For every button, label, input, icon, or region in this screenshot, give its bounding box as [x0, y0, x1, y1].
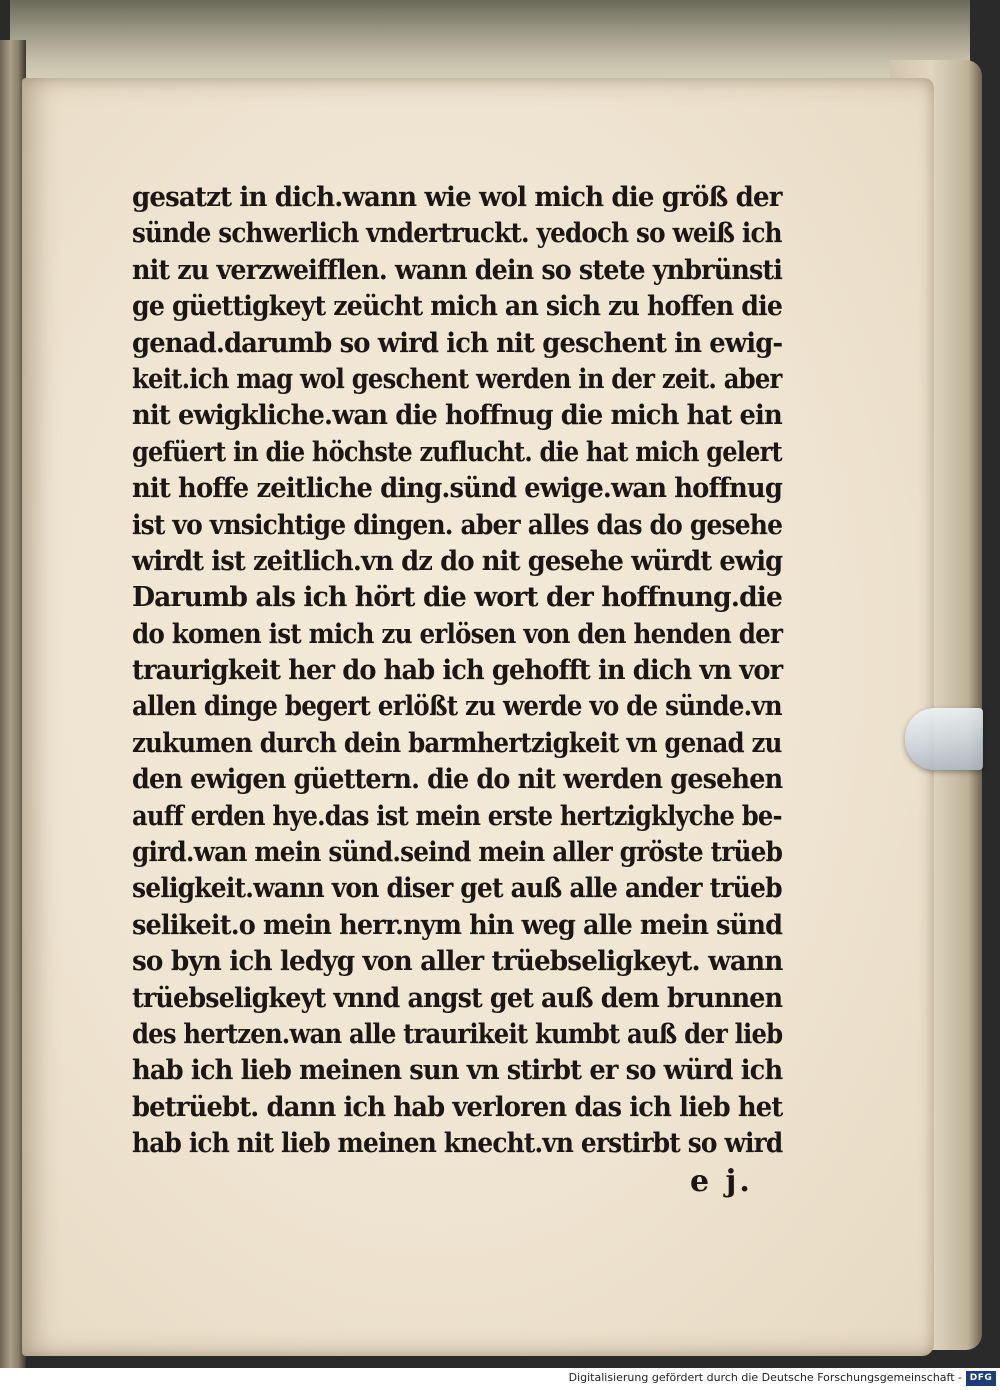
- text-line: wirdt ist zeitlich.vn dz do nit gesehe würdt ewig: [132, 545, 783, 577]
- text-line: do komen ist mich zu erlösen von den henden der: [132, 618, 783, 650]
- text-line: betrüebt. dann ich hab verloren das ich lieb het: [132, 1091, 783, 1123]
- text-line: seligkeit.wann von diser get auß alle ander trüeb: [132, 873, 782, 905]
- text-line: gesatzt in dich.wann wie wol mich die größ der: [132, 182, 782, 213]
- text-line: Darumb als ich hört die wort der hoffnung.die: [132, 582, 783, 614]
- dfg-logo: DFG: [966, 1371, 996, 1386]
- text-line: traurigkeit her do hab ich gehofft in dich vn vor: [132, 655, 783, 687]
- text-line: des hertzen.wan alle traurikeit kumbt auß der lieb: [132, 1018, 783, 1050]
- text-line: gird.wan mein sünd.seind mein aller gröste trüeb: [132, 837, 783, 869]
- top-page-edges: [10, 0, 970, 90]
- text-line: trüebseligkeyt vnnd angst get auß dem brunnen: [132, 982, 783, 1014]
- text-line: keit.ich mag wol geschent werden in der zeit. aber: [132, 363, 782, 395]
- text-line: allen dinge begert erlößt zu werde vo de sünde.vn: [132, 691, 782, 723]
- text-line: genad.darumb so wird ich nit geschent in ewig-: [132, 327, 783, 359]
- funding-credit: Digitalisierung gefördert durch die Deutsche Forschungsgemeinschaft -: [568, 1371, 962, 1384]
- text-line: zukumen durch dein barmhertzigkeit vn genad zu: [132, 727, 782, 759]
- text-line: nit hoffe zeitliche ding.sünd ewige.wan hoffnug: [132, 473, 783, 505]
- text-line: selikeit.o mein herr.nym hin weg alle mein sünd: [132, 909, 783, 941]
- text-line: ist vo vnsichtige dingen. aber alles das do gesehe: [132, 509, 783, 541]
- text-line: so byn ich ledyg von aller trüebseligkeyt. wann: [132, 946, 783, 978]
- text-line: gefüert in die höchste zuflucht. die hat mich gelert: [132, 436, 782, 468]
- text-line: nit ewigkliche.wan die hoffnug die mich hat ein: [132, 400, 782, 432]
- page-text-block: [132, 180, 782, 1163]
- text-line: den ewigen güettern. die do nit werden gesehen: [132, 764, 783, 796]
- plastic-page-clip: [905, 708, 983, 770]
- text-line: nit zu verzweifflen. wann dein so stete ynbrünsti: [132, 254, 783, 286]
- text-line: ge güettigkeyt zeücht mich an sich zu hoffen die: [132, 291, 783, 323]
- text-line: sünde schwerlich vndertruckt. yedoch so weiß ich: [132, 218, 782, 250]
- text-line: hab ich lieb meinen sun vn stirbt er so würd ich: [132, 1055, 783, 1087]
- text-line: hab ich nit lieb meinen knecht.vn erstirbt so wird: [132, 1128, 783, 1160]
- signature-mark: e j.: [690, 1164, 753, 1199]
- text-line: auff erden hye.das ist mein erste hertzigklyche be-: [132, 800, 782, 832]
- footer-bar: [0, 1368, 1000, 1390]
